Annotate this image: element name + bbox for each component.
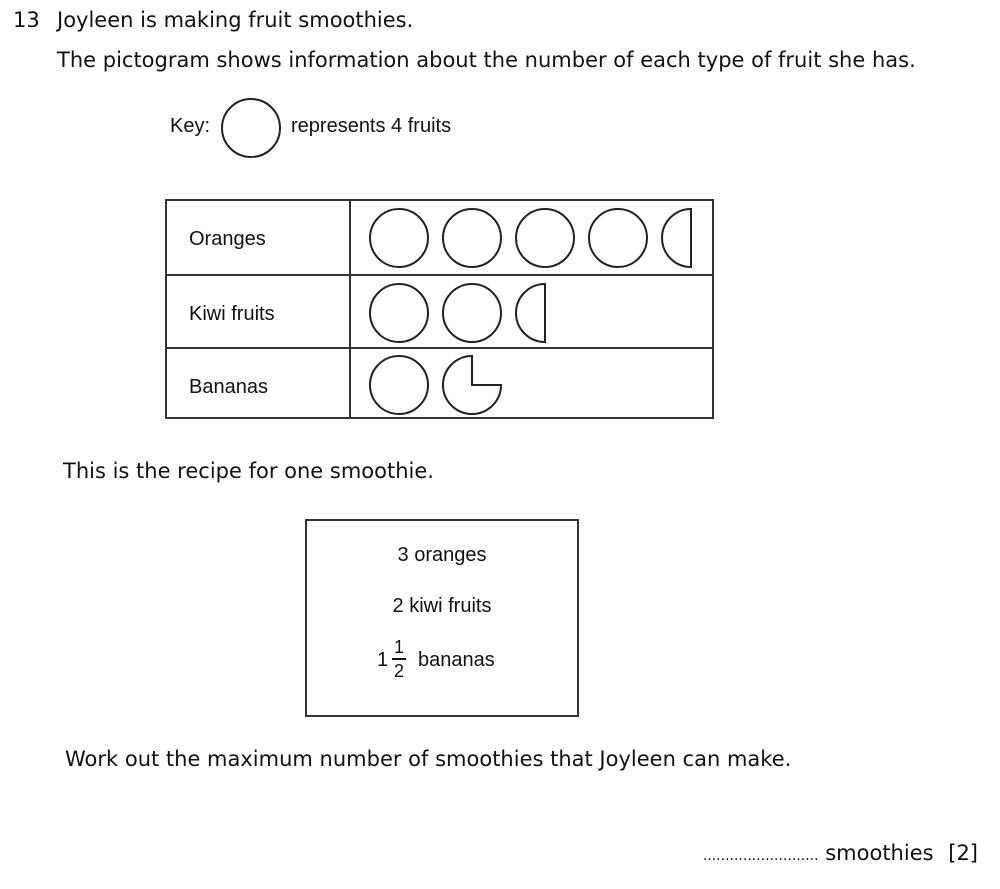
half-circle-icon [662, 209, 691, 267]
fraction-denominator: 2 [393, 661, 404, 681]
full-circle-icon [370, 356, 428, 414]
key-circle-icon [220, 98, 282, 160]
full-circle-icon [443, 284, 501, 342]
row-label: Kiwi fruits [189, 303, 275, 325]
full-circle-icon [589, 209, 647, 267]
full-circle-icon [370, 284, 428, 342]
task-instruction: Work out the maximum number of smoothies that Joyleen can make. [65, 747, 792, 771]
pictogram-symbols [351, 201, 716, 274]
answer-blank[interactable]: .......................... [702, 848, 819, 864]
recipe-kiwi: 2 kiwi fruits [392, 595, 492, 617]
pictogram-row-bananas [167, 347, 712, 417]
question-description: The pictogram shows information about the number of each type of fruit she has. [57, 48, 916, 72]
pictogram-table [165, 199, 714, 419]
half-circle-icon [516, 284, 545, 342]
mixed-number-fraction [391, 636, 407, 682]
pictogram-symbols [351, 276, 716, 349]
three-quarter-circle-icon [443, 356, 501, 414]
recipe-box [305, 519, 579, 717]
question-intro: Joyleen is making fruit smoothies. [57, 8, 414, 32]
pictogram-row-oranges [167, 201, 712, 274]
answer-unit: smoothies [825, 841, 934, 865]
key-label: Key: [170, 115, 211, 137]
full-circle-icon [516, 209, 574, 267]
row-label: Oranges [189, 228, 266, 250]
question-number: 13 [13, 8, 40, 32]
fraction-numerator: 1 [393, 637, 404, 657]
full-circle-icon [370, 209, 428, 267]
recipe-intro: This is the recipe for one smoothie. [63, 459, 434, 483]
pictogram-symbols [351, 349, 716, 419]
full-circle-icon [443, 209, 501, 267]
answer-line [703, 841, 978, 865]
mixed-number-whole: 1 [377, 649, 389, 671]
recipe-bananas-word: bananas [418, 649, 495, 671]
key-text: represents 4 fruits [291, 115, 452, 137]
recipe-oranges: 3 oranges [397, 544, 487, 566]
marks: [2] [948, 841, 978, 865]
row-label: Bananas [189, 376, 268, 398]
pictogram-row-kiwi [167, 274, 712, 347]
